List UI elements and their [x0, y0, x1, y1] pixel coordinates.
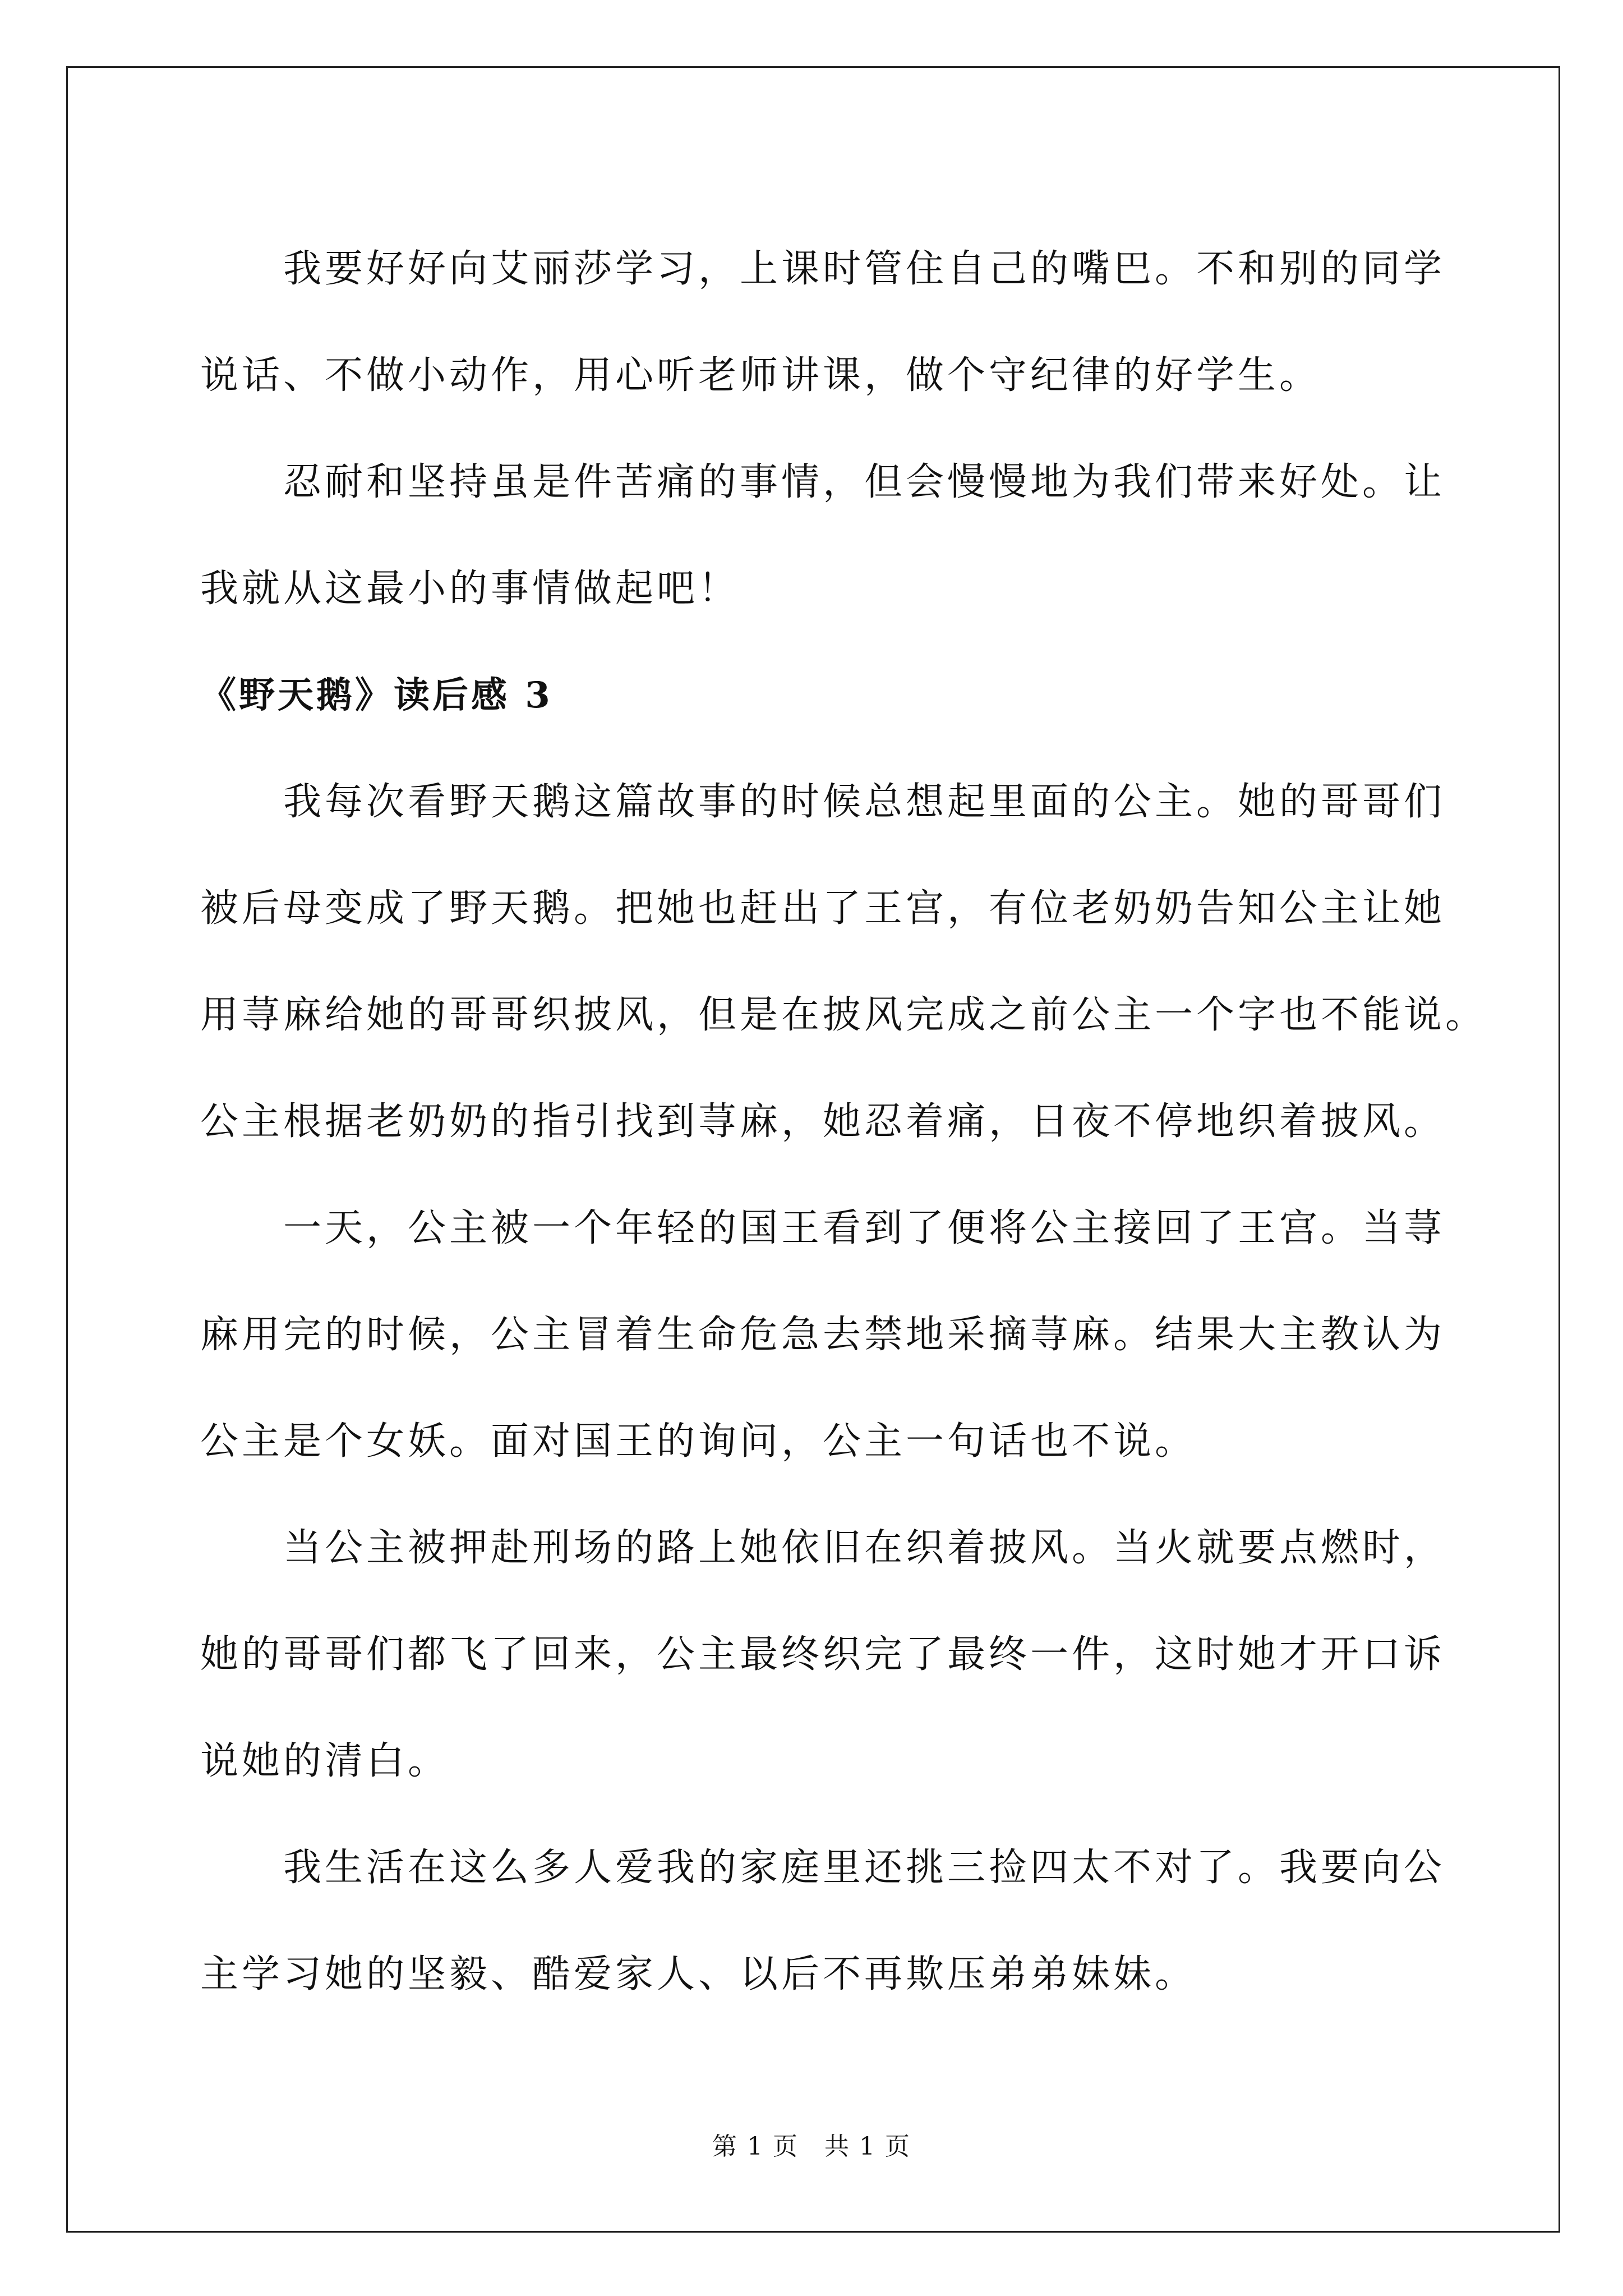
paragraph-4	[200, 1175, 1446, 1495]
text-line: 说话、不做小动作，用心听老师讲课，做个守纪律的好学生。	[200, 353, 1321, 398]
text-line: 说她的清白。	[200, 1739, 450, 1783]
text-line: 公主根据老奶奶的指引找到荨麻，她忍着痛，日夜不停地织着披风。	[200, 1099, 1446, 1144]
paragraph-1	[200, 216, 1446, 429]
text-line: 我生活在这么多人爱我的家庭里还挑三捡四太不对了。我要向公	[283, 1846, 1446, 1890]
section-heading: 《野天鹅》读后感 3	[200, 674, 553, 716]
text-line: 当公主被押赴刑场的路上她依旧在织着披风。当火就要点燃时，	[283, 1526, 1446, 1570]
paragraph-3	[200, 749, 1487, 1175]
document-body	[200, 216, 1487, 2028]
text-line: 我要好好向艾丽莎学习，上课时管住自己的嘴巴。不和别的同学	[283, 247, 1446, 291]
text-line: 公主是个女妖。面对国王的询问，公主一句话也不说。	[200, 1419, 1197, 1464]
text-line: 忍耐和坚持虽是件苦痛的事情，但会慢慢地为我们带来好处。让	[283, 460, 1446, 504]
paragraph-5	[200, 1495, 1446, 1815]
page-footer: 第 1 页 共 1 页	[712, 2132, 911, 2161]
paragraph-2	[200, 429, 1446, 642]
text-line: 我每次看野天鹅这篇故事的时候总想起里面的公主。她的哥哥们	[283, 780, 1446, 824]
text-line: 主学习她的坚毅、酷爱家人、以后不再欺压弟弟妹妹。	[200, 1952, 1197, 1996]
text-line: 被后母变成了野天鹅。把她也赶出了王宫，有位老奶奶告知公主让她	[200, 886, 1446, 931]
text-line: 她的哥哥们都飞了回来，公主最终织完了最终一件，这时她才开口诉	[200, 1632, 1446, 1677]
text-line: 我就从这最小的事情做起吧！	[200, 567, 740, 611]
paragraph-6	[200, 1815, 1446, 2028]
text-line: 一天，公主被一个年轻的国王看到了便将公主接回了王宫。当荨	[283, 1206, 1446, 1250]
text-line: 麻用完的时候，公主冒着生命危急去禁地采摘荨麻。结果大主教认为	[200, 1313, 1446, 1357]
text-line: 用荨麻给她的哥哥织披风，但是在披风完成之前公主一个字也不能说。	[200, 993, 1487, 1037]
